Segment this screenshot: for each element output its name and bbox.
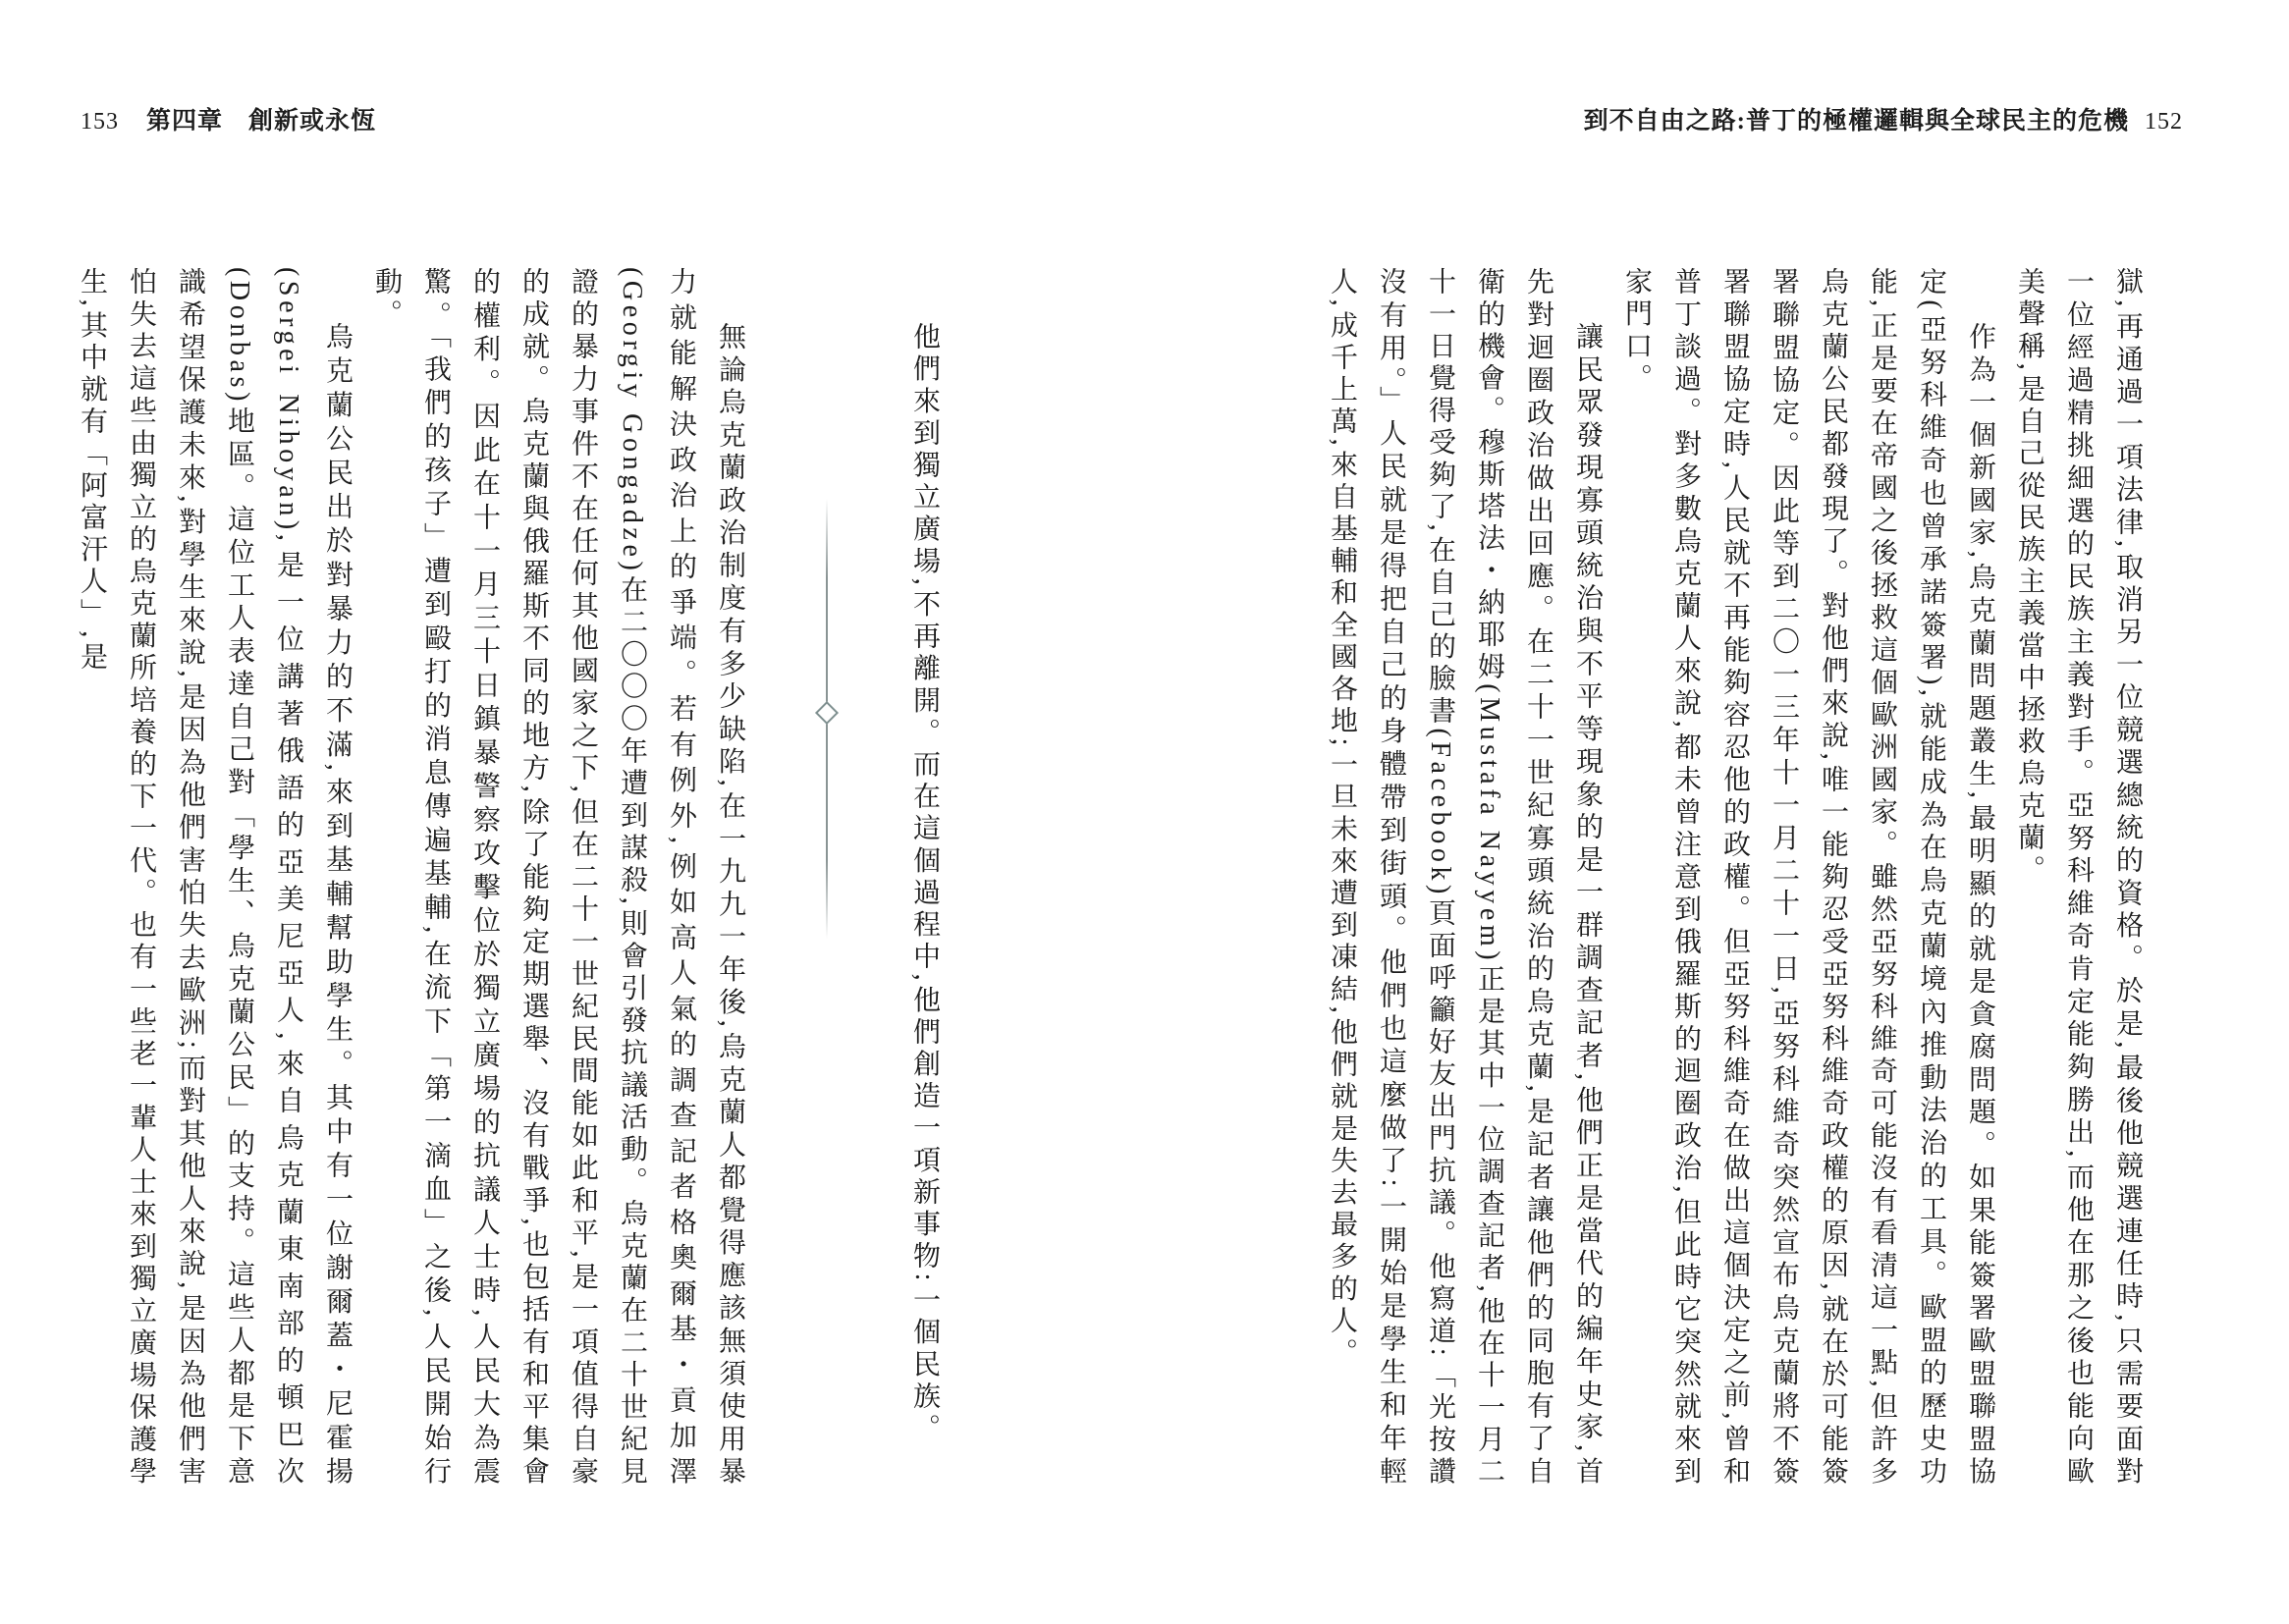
right-page-text	[1327, 267, 2152, 1489]
left-page-header	[81, 101, 376, 136]
diamond-ornament-icon	[815, 701, 839, 725]
chapter-title: 第四章 創新或永恆	[146, 108, 377, 135]
body-paragraph: 獄,再通過一項法律,取消另一位競選總統的資格。於是,最後他競選連任時,只需要面對一位經過精挑細選的民族主義對手。亞努科維奇肯定能夠勝出,而他在那之後也能向歐美聲稱,是自己從民族主義當中拯救烏克蘭。	[2014, 267, 2143, 1489]
body-paragraph: 烏克蘭公民出於對暴力的不滿,來到基輔幫助學生。其中有一位謝爾蓋・尼霍揚(Sergei Nihoyan),是一位講著俄語的亞美尼亞人,來自烏克蘭東南部的頓巴次(Donbas)地區。這位工人表達自己對「學生、烏克蘭公民」的支持。這些人都是下意識希望保護未來,對學生來說,是因為他們害怕失去歐洲;而對其他人來說,是因為他們害怕失去這些由獨立的烏克蘭所培養的下一代。也有一些老一輩人士來到獨立廣場保護學生,其中就有「阿富汗人」,是	[77, 267, 353, 1489]
body-paragraph: 他們來到獨立廣場,不再離開。而在這個過程中,他們創造一項新事物:一個民族。	[909, 322, 940, 1445]
left-page-number: 153	[81, 109, 119, 135]
right-page-number: 152	[2145, 109, 2183, 135]
body-paragraph: 讓民眾發現寡頭統治與不平等現象的是一群調查記者,他們正是當代的編年史家,首先對迴圈政治做出回應。在二十一世紀寡頭統治的烏克蘭,是記者讓他們的同胞有了自衛的機會。穆斯塔法・納耶姆(Mustafa Nayyem)正是其中一位調查記者,他在十一月二十一日覺得受夠了,在自己的臉書(Facebook)頁面呼籲好友出門抗議。他寫道:「光按讚沒有用。」人民就是得把自己的身體帶到街頭。他們也這麼做了:一開始是學生和年輕人,成千上萬,來自基輔和全國各地;一旦未來遭到凍結,他們就是失去最多的人。	[1327, 267, 1603, 1489]
right-page-header	[1584, 101, 2183, 136]
body-paragraph: 作為一個新國家,烏克蘭問題叢生,最明顯的就是貪腐問題。如果能簽署歐盟聯盟協定(亞努科維奇也曾承諾簽署),就能成為在烏克蘭境內推動法治的工具。歐盟的歷史功能,正是要在帝國之後拯救這個歐洲國家。雖然亞努科維奇可能沒有看清這一點,但許多烏克蘭公民都發現了。對他們來說,唯一能夠忍受亞努科維奇政權的原因,就在於可能簽署聯盟協定。因此等到二〇一三年十一月二十一日,亞努科維奇突然宣布烏克蘭將不簽署聯盟協定時,人民就不再能夠容忍他的政權。但亞努科維奇在做出這個決定之前,曾和普丁談過。對多數烏克蘭人來說,都未曾注意到俄羅斯的迴圈政治,但此時它突然就來到家門口。	[1621, 267, 1995, 1489]
body-paragraph: 無論烏克蘭政治制度有多少缺陷,在一九九一年後,烏克蘭人都覺得應該無須使用暴力就能解決政治上的爭端。若有例外,例如高人氣的調查記者格奧爾基・貢加澤(Georgiy Gongadze)在二〇〇〇年遭到謀殺,則會引發抗議活動。烏克蘭在二十世紀見證的暴力事件不在任何其他國家之下,但在二十一世紀民間能如此和平,是一項值得自豪的成就。烏克蘭與俄羅斯不同的地方,除了能夠定期選舉、沒有戰爭,也包括有和平集會的權利。因此在十一月三十日鎮暴警察攻擊位於獨立廣場的抗議人士時,人民大為震驚。「我們的孩子」遭到毆打的消息傳遍基輔,在流下「第一滴血」之後,人民開始行動。	[371, 267, 745, 1489]
left-page-text	[77, 267, 949, 1489]
section-divider	[754, 267, 899, 1489]
book-title: 到不自由之路:普丁的極權邏輯與全球民主的危機	[1583, 108, 2129, 135]
